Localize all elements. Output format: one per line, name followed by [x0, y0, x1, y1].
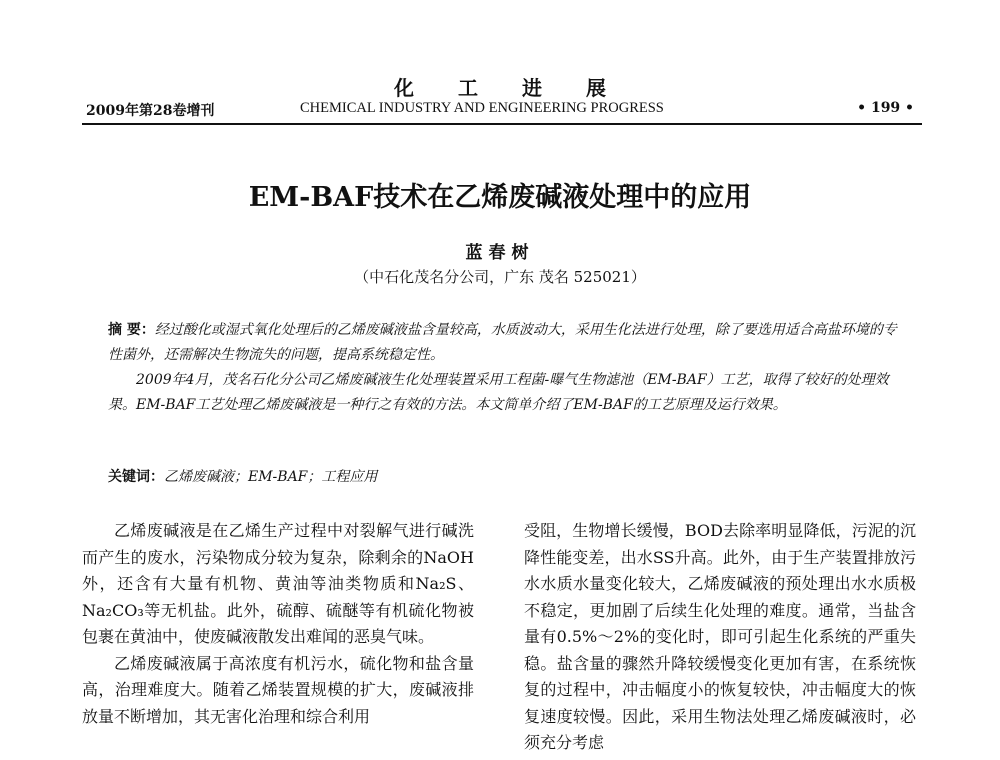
keywords: [108, 466, 898, 486]
keywords-label: 关键词：: [108, 469, 164, 485]
abstract-text-2: 2009年4月，茂名石化分公司乙烯废碱液生化处理装置采用工程菌-曝气生物滤池（EM-BAF）工艺，取得了较好的处理效果。EM-BAF工艺处理乙烯废碱液是一种行之有效的方法。本文简单介绍了EM-BAF的工艺原理及运行效果。: [108, 372, 889, 413]
keywords-text: 乙烯废碱液；EM-BAF；工程应用: [164, 469, 378, 485]
article-title: EM-BAF技术在乙烯废碱液处理中的应用: [248, 182, 752, 213]
page-number: • 199 •: [857, 100, 914, 116]
body-column-right: [524, 518, 916, 757]
body-paragraph: 乙烯废碱液是在乙烯生产过程中对裂解气进行碱洗而产生的废水，污染物成分较为复杂，除剩余的NaOH外，还含有大量有机物、黄油等油类物质和Na₂S、Na₂CO₃等无机盐。此外，硫醇、硫醚等有机硫化物被包裹在黄油中，使废碱液散发出难闻的恶臭气味。: [82, 521, 474, 646]
abstract-label: 摘 要：: [108, 322, 155, 338]
abstract: [108, 318, 898, 418]
issue-info: 2009年第28卷增刊: [86, 103, 215, 119]
affiliation: （中石化茂名分公司，广东 茂名 525021）: [354, 268, 646, 286]
journal-title-cn: 化工进展: [394, 76, 650, 100]
body-column-left: [82, 518, 474, 730]
author: 蓝春树: [465, 243, 535, 263]
body-paragraph: 乙烯废碱液属于高浓度有机污水，硫化物和盐含量高，治理难度大。随着乙烯装置规模的扩大，废碱液排放量不断增加，其无害化治理和综合利用: [82, 653, 474, 726]
header-rule: [82, 123, 922, 125]
journal-title-en: CHEMICAL INDUSTRY AND ENGINEERING PROGRESS: [300, 100, 664, 116]
abstract-text: 经过酸化或湿式氧化处理后的乙烯废碱液盐含量较高，水质波动大，采用生化法进行处理，除了要选用适合高盐环境的专性菌外，还需解决生物流失的问题，提高系统稳定性。: [108, 322, 897, 363]
body-paragraph: 受阻，生物增长缓慢，BOD去除率明显降低，污泥的沉降性能变差，出水SS升高。此外，由于生产装置排放污水水质水量变化较大，乙烯废碱液的预处理出水水质极不稳定，更加剧了后续生化处理的难度。通常，当盐含量有0.5%～2%的变化时，即可引起生化系统的严重失稳。盐含量的骤然升降较缓慢变化更加有害，在系统恢复的过程中，冲击幅度小的恢复较快，冲击幅度大的恢复速度较慢。因此，采用生物法处理乙烯废碱液时，必须充分考虑: [524, 521, 916, 752]
